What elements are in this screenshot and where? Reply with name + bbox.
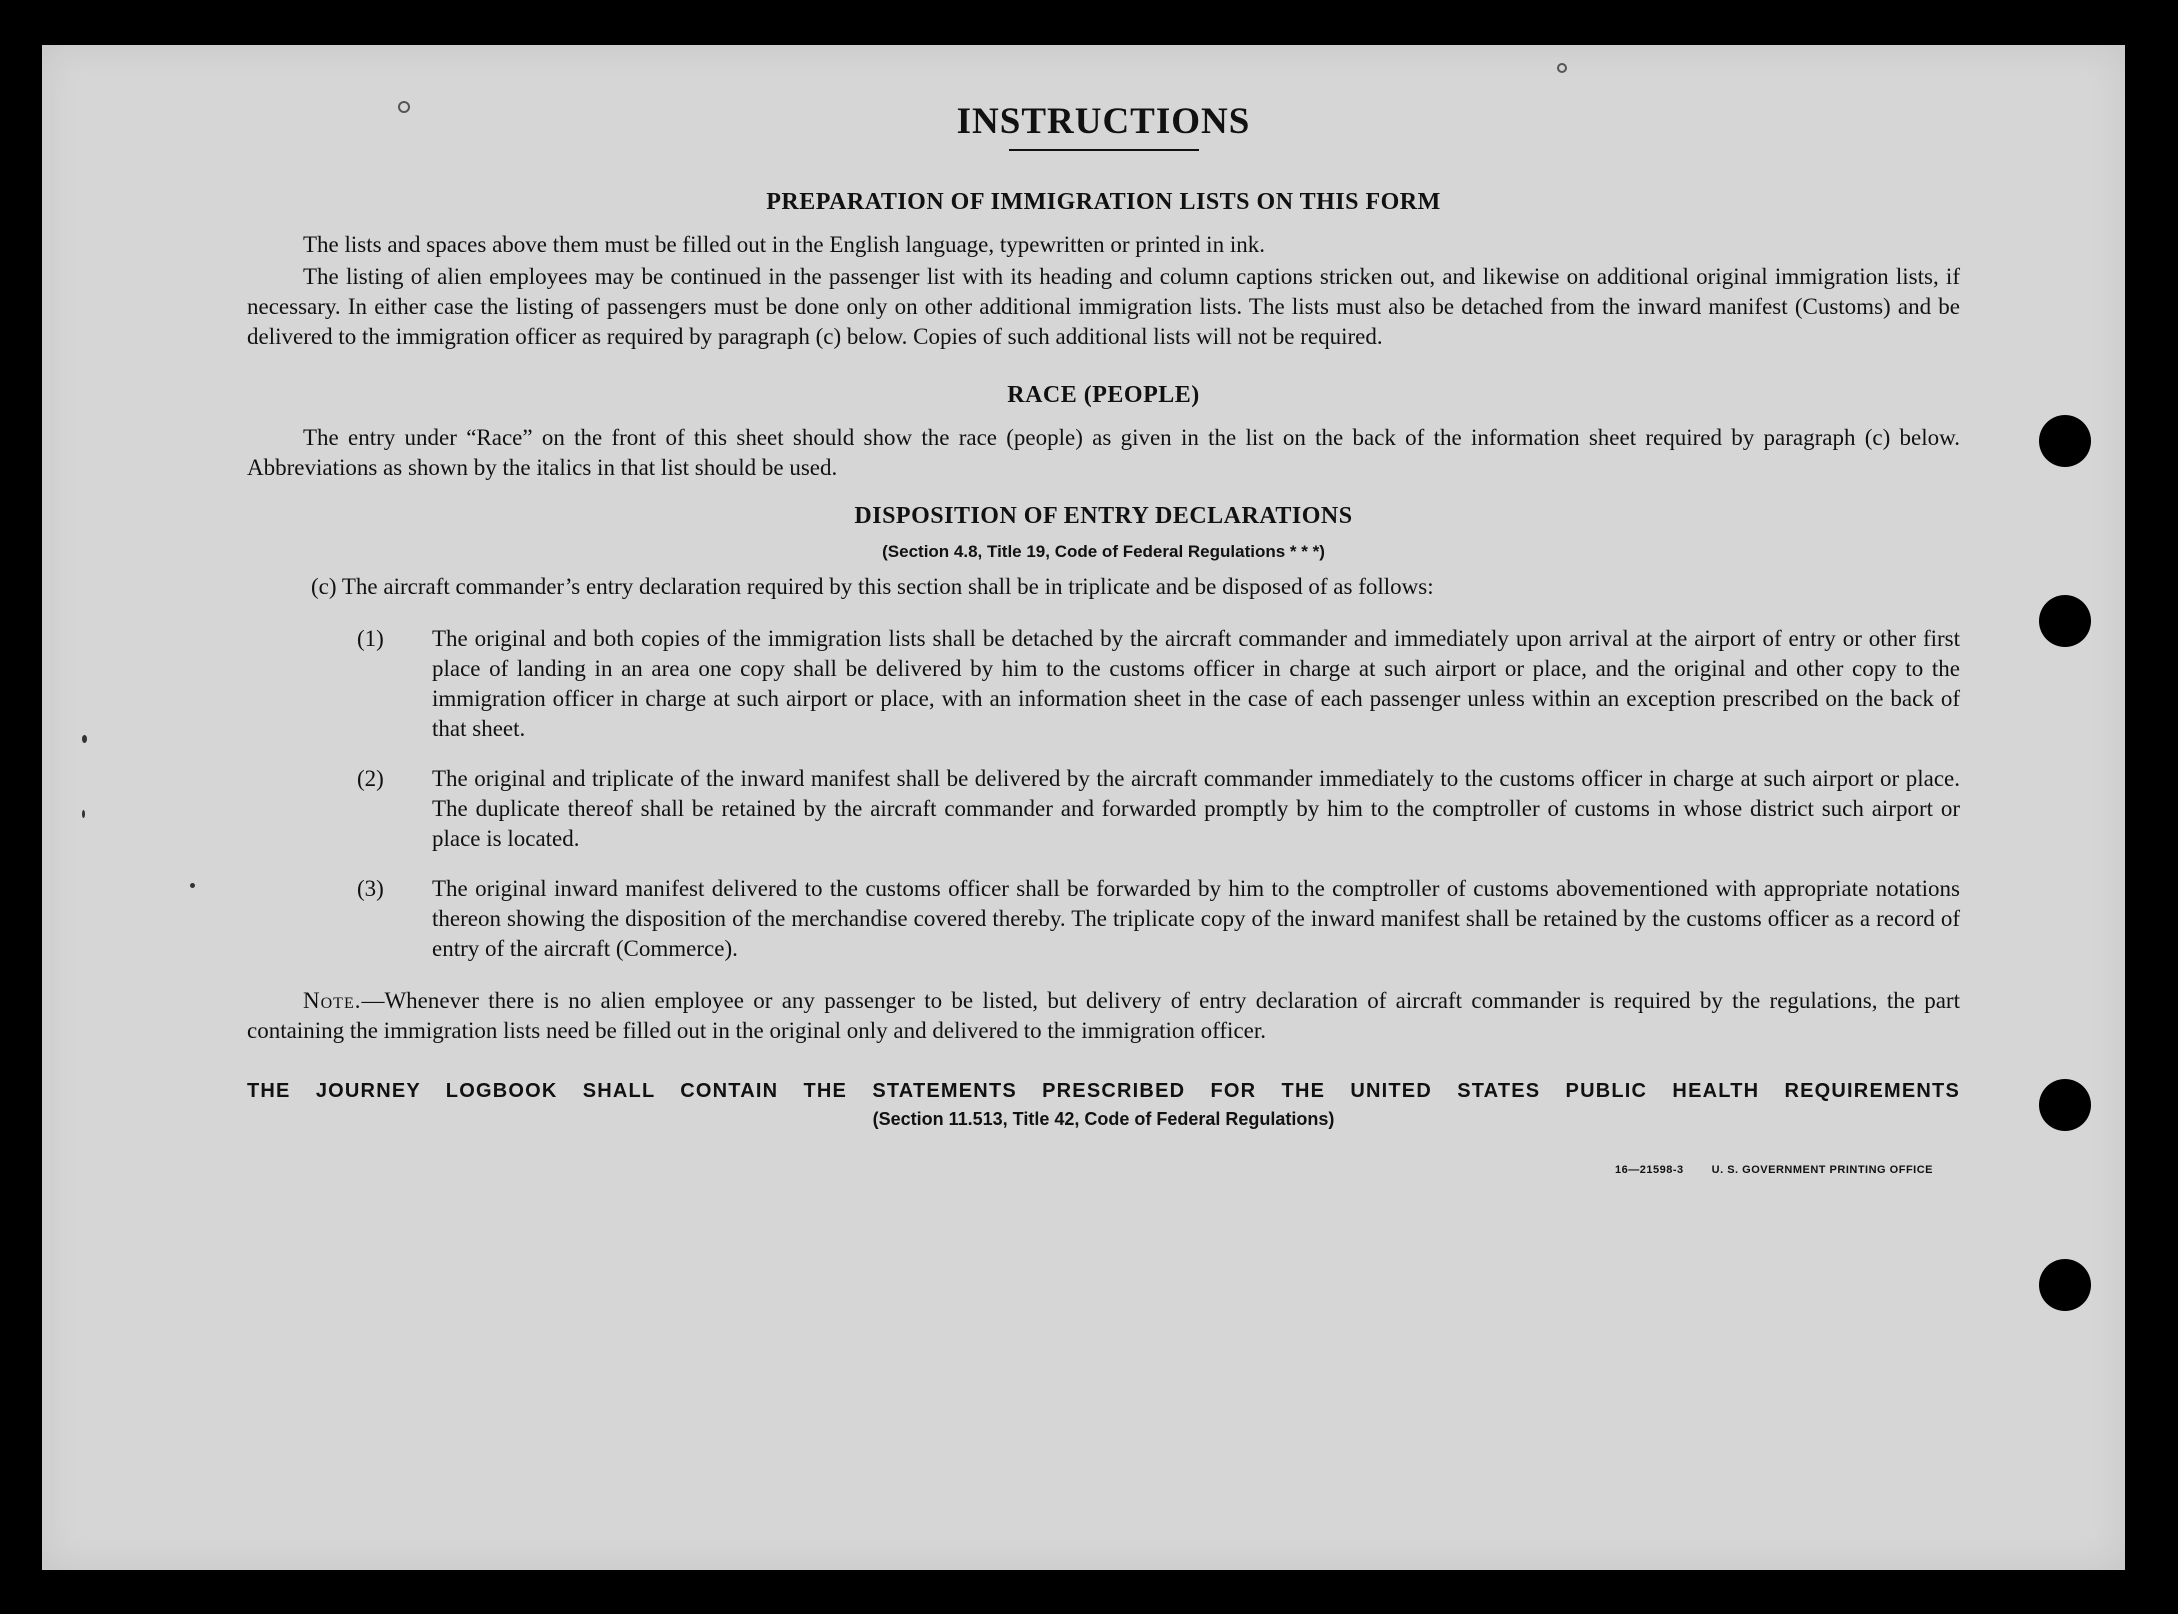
list-item-1 (247, 624, 1960, 744)
note-lead: Note. (303, 988, 362, 1013)
note-text: —Whenever there is no alien employee or any passenger to be listed, but delivery of entry declaration of aircraft commander is required by the regulations, the part containing the immigration lists need be filled out in the original only and delivered to the immigration officer. (247, 988, 1960, 1043)
paper-speck (82, 735, 87, 743)
preparation-paragraph-2: The listing of alien employees may be continued in the passenger list with its heading and column captions stricken out, and likewise on additional original immigration lists, if necessary. In either case the listing of passengers must be done only on other additional immigration lists. The lists must also be detached from the inward manifest (Customs) and be delivered to the immigration officer as required by paragraph (c) below. Copies of such additional lists will not be required. (247, 264, 1960, 349)
list-item-3 (247, 874, 1960, 964)
list-item-text: The original inward manifest delivered to the customs officer shall be forwarded by him to the comptroller of customs abovementioned with appropriate notations thereon showing the disposition of the merchandise covered thereby. The triplicate copy of the inward manifest shall be retained by the customs officer as a record of entry of the aircraft (Commerce). (432, 876, 1960, 961)
paragraph-c: (c) The aircraft commander’s entry declaration required by this section shall be in triplicate and be disposed of as follows: (311, 574, 1434, 599)
list-item-number: (1) (357, 626, 384, 651)
document-page (42, 45, 2125, 1570)
title-underline (1009, 149, 1199, 151)
page-title: INSTRUCTIONS (956, 101, 1251, 142)
list-item-number: (3) (357, 876, 384, 901)
printer-imprint (247, 1164, 1960, 1176)
paper-speck (190, 883, 195, 888)
paper-speck (1557, 63, 1567, 73)
printer-name: U. S. GOVERNMENT PRINTING OFFICE (1711, 1164, 1933, 1176)
punch-hole (2039, 1079, 2091, 1131)
list-item-text: The original and triplicate of the inward manifest shall be delivered by the aircraft commander immediately to the customs officer in charge at such airport or place. The duplicate thereof shall be retained by the aircraft commander and forwarded promptly by him to the comptroller of customs in whose district such airport or place is located. (432, 766, 1960, 851)
section-heading-race: RACE (PEOPLE) (1007, 382, 1200, 408)
form-number: 16—21598‑3 (1615, 1164, 1684, 1176)
journey-logbook-citation: (Section 11.513, Title 42, Code of Federal Regulations) (872, 1109, 1335, 1129)
section-heading-preparation: PREPARATION OF IMMIGRATION LISTS ON THIS FORM (766, 189, 1441, 215)
preparation-paragraph-1: The lists and spaces above them must be filled out in the English language, typewritten or printed in ink. (303, 232, 1265, 257)
note-paragraph (247, 986, 1960, 1046)
race-paragraph: The entry under “Race” on the front of this sheet should show the race (people) as given in the list on the back of the information sheet required by paragraph (c) below. Abbreviations as shown by the italics in that list should be used. (247, 425, 1960, 480)
list-item-number: (2) (357, 766, 384, 791)
journey-logbook-statement: THE JOURNEY LOGBOOK SHALL CONTAIN THE STATEMENTS PRESCRIBED FOR THE UNITED STATES PUBLIC HEALTH REQUIREMENTS (247, 1080, 1960, 1102)
instructions-content (247, 100, 1960, 1176)
punch-hole (2039, 595, 2091, 647)
list-item-text: The original and both copies of the immigration lists shall be detached by the aircraft commander and immediately upon arrival at the airport of entry or other first place of landing in an area one copy shall be delivered by him to the customs officer in charge at such airport or place, and the original and other copy to the immigration officer in charge at such airport or place, with an information sheet in the case of each passenger unless within an exception prescribed on the back of that sheet. (432, 626, 1960, 741)
disposition-citation: (Section 4.8, Title 19, Code of Federal Regulations * * *) (882, 542, 1325, 561)
paper-speck (82, 810, 85, 818)
punch-hole (2039, 1259, 2091, 1311)
punch-hole (2039, 415, 2091, 467)
list-item-2 (247, 764, 1960, 854)
section-heading-disposition: DISPOSITION OF ENTRY DECLARATIONS (854, 503, 1353, 529)
